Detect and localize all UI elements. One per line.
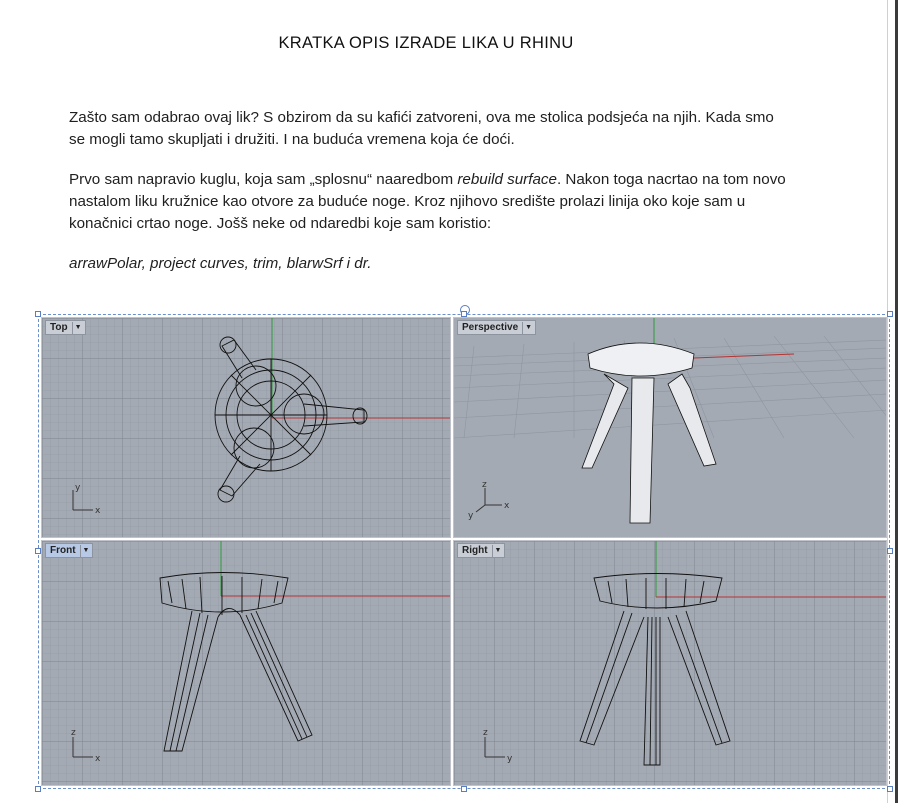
viewport-top-label: Top (50, 321, 68, 333)
viewport-right-label: Right (462, 544, 488, 556)
paragraph-process-command: rebuild surface (457, 171, 557, 188)
resize-handle-ne[interactable] (887, 311, 893, 317)
front-view-drawing (42, 541, 451, 786)
perspective-axis-z-label: z (482, 480, 487, 490)
viewport-perspective-label: Perspective (462, 321, 519, 333)
front-axis-z-label: z (71, 728, 76, 738)
top-axis-y-label: y (75, 483, 81, 493)
paragraph-commands: arrawPolar, project curves, trim, blarwSrf i dr. (69, 255, 372, 272)
top-axis-x-label: x (95, 506, 101, 516)
paragraph-process-text-2: . Nakon toga nacrtao na tom novo nastalom liku kružnice kao otvore za buduće noge. Kroz njihovo središte prolazi linija oko koje sam u konačnici crtao noge. Jošš neke od ndaredbi koje sam koristio: (69, 171, 786, 232)
chevron-down-icon[interactable]: ▼ (492, 545, 502, 557)
viewport-front-tab[interactable] (45, 543, 93, 558)
viewport-perspective-tab[interactable] (457, 320, 536, 335)
resize-handle-se[interactable] (887, 786, 893, 792)
right-view-drawing (454, 541, 887, 786)
right-axis-y-label: y (507, 754, 513, 764)
viewport-perspective[interactable] (453, 317, 887, 538)
chevron-down-icon[interactable]: ▼ (80, 545, 90, 557)
resize-handle-sw[interactable] (35, 786, 41, 792)
paragraph-intro: Zašto sam odabrao ovaj lik? S obzirom da su kafići zatvoreni, ova me stolica podsjeća na njih. Kada smo se mogli tamo skupljati i družiti. I na buduća vremena koja će doći. (69, 109, 774, 148)
perspective-view-drawing (454, 318, 887, 538)
paragraph-process (69, 169, 789, 235)
viewport-front[interactable] (41, 540, 451, 786)
rhino-screenshot[interactable] (41, 317, 887, 786)
perspective-axis-x-label: x (504, 501, 510, 511)
resize-handle-s[interactable] (461, 786, 467, 792)
top-view-drawing (42, 318, 451, 538)
front-axis-x-label: x (95, 754, 101, 764)
viewport-front-label: Front (50, 544, 76, 556)
right-axis-z-label: z (483, 728, 488, 738)
perspective-axis-y-label: y (468, 511, 474, 521)
paragraph-process-text-1: Prvo sam napravio kuglu, koja sam „splosnu“ naaredbom (69, 171, 458, 188)
viewport-right-tab[interactable] (457, 543, 505, 558)
chevron-down-icon[interactable]: ▼ (522, 322, 532, 334)
resize-handle-e[interactable] (887, 548, 893, 554)
document-title: KRATKA OPIS IZRADE LIKA U RHINU (278, 34, 574, 52)
viewport-right[interactable] (453, 540, 887, 786)
viewport-top[interactable] (41, 317, 451, 538)
chevron-down-icon[interactable]: ▼ (72, 322, 82, 334)
viewport-top-tab[interactable] (45, 320, 86, 335)
